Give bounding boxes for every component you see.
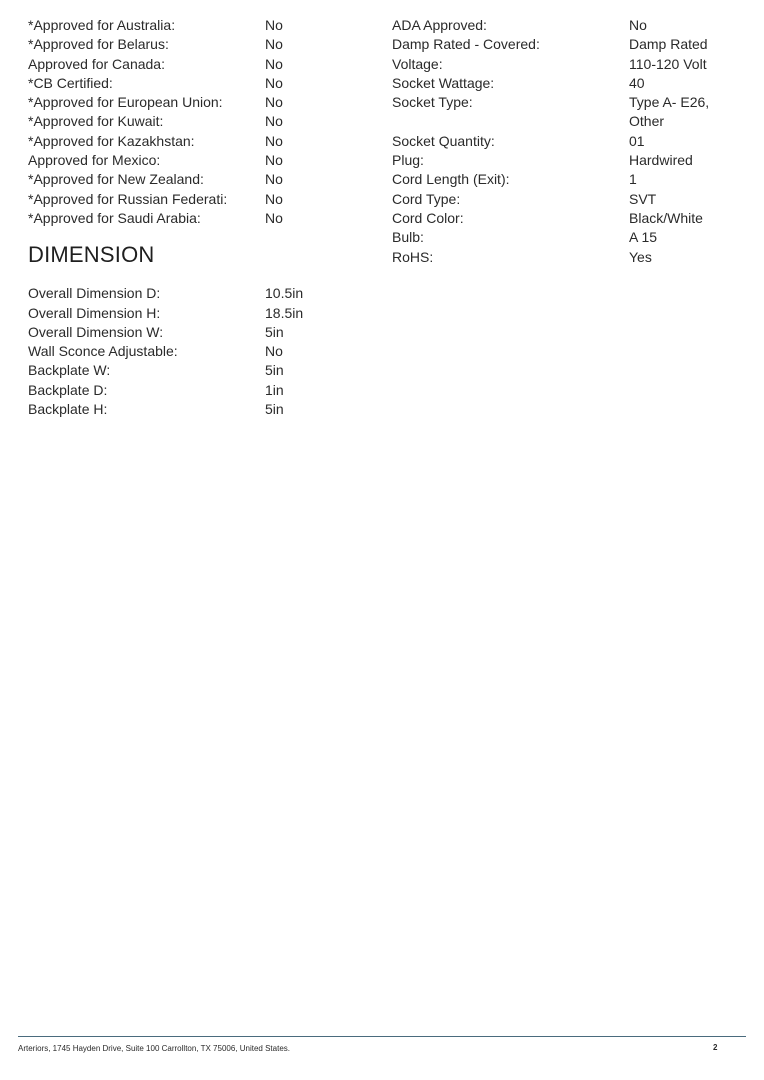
spec-label: Backplate H:: [28, 401, 108, 418]
spec-row: [392, 16, 752, 35]
spec-label: Socket Wattage:: [392, 74, 495, 91]
spec-value: 5in: [265, 323, 284, 340]
spec-label: *Approved for Russian Federati:: [28, 190, 228, 207]
spec-label: Overall Dimension H:: [28, 304, 161, 321]
spec-value: No: [265, 55, 283, 72]
spec-value: Damp Rated: [629, 36, 708, 53]
spec-row: [392, 190, 752, 209]
spec-value: No: [265, 152, 283, 169]
spec-row: [28, 381, 358, 400]
spec-row: [28, 304, 358, 323]
spec-value: No: [265, 132, 283, 149]
spec-label: Cord Color:: [392, 209, 464, 226]
spec-row: [28, 170, 358, 189]
spec-row: [28, 190, 358, 209]
spec-value: 1: [629, 171, 637, 188]
dimension-list: [28, 284, 358, 419]
spec-value: No: [265, 36, 283, 53]
spec-value: No: [265, 17, 283, 33]
spec-label: Approved for Mexico:: [28, 152, 161, 169]
spec-value: 10.5in: [265, 285, 304, 302]
footer-divider: [18, 1036, 746, 1037]
spec-value: Yes: [629, 248, 652, 265]
spec-value: SVT: [629, 190, 657, 207]
spec-label: Bulb:: [392, 229, 424, 246]
spec-label: RoHS:: [392, 248, 434, 265]
spec-row: [28, 151, 358, 170]
spec-row: [28, 342, 358, 361]
spec-label: Backplate W:: [28, 362, 111, 379]
spec-label: Wall Sconce Adjustable:: [28, 343, 178, 360]
spec-label: Backplate D:: [28, 381, 108, 398]
spec-value: No: [265, 74, 283, 91]
spec-label: *CB Certified:: [28, 74, 113, 91]
spec-value: 18.5in: [265, 304, 304, 321]
page-number: 2: [713, 1043, 718, 1052]
spec-value: No: [265, 113, 283, 130]
spec-value: 110-120 Volt: [629, 55, 707, 72]
spec-row: [28, 132, 358, 151]
dimension-heading: DIMENSION: [28, 242, 155, 268]
spec-row: [392, 170, 752, 189]
spec-row: [28, 209, 358, 228]
spec-row: [28, 55, 358, 74]
spec-label: *Approved for Kuwait:: [28, 113, 164, 130]
spec-row: [28, 93, 358, 112]
spec-row: [392, 55, 752, 74]
spec-row: [28, 16, 358, 35]
spec-value: Hardwired: [629, 152, 693, 169]
spec-label: Plug:: [392, 152, 424, 169]
spec-value: No: [265, 171, 283, 188]
spec-row: [392, 248, 752, 267]
left-column: [28, 16, 358, 419]
spec-row: [392, 74, 752, 93]
spec-label: Overall Dimension D:: [28, 285, 161, 302]
spec-label: Cord Type:: [392, 190, 461, 207]
spec-row: [28, 361, 358, 380]
spec-value: 01: [629, 132, 645, 149]
spec-value: 5in: [265, 362, 284, 379]
spec-label: Approved for Canada:: [28, 55, 165, 72]
spec-label: *Approved for Saudi Arabia:: [28, 209, 201, 226]
right-column: [392, 16, 752, 267]
spec-row: [28, 74, 358, 93]
spec-label: Socket Type:: [392, 94, 473, 111]
spec-label: Cord Length (Exit):: [392, 171, 510, 188]
spec-value: No: [265, 94, 283, 111]
spec-row: [28, 35, 358, 54]
spec-label: *Approved for European Union:: [28, 94, 223, 111]
spec-label: Voltage:: [392, 55, 443, 72]
spec-label: ADA Approved:: [392, 17, 487, 33]
spec-label: *Approved for Australia:: [28, 17, 176, 33]
spec-row: [28, 323, 358, 342]
spec-value: No: [265, 343, 283, 360]
spec-label: Damp Rated - Covered:: [392, 36, 540, 53]
spec-value: Black/White: [629, 209, 703, 226]
spec-value: No: [265, 209, 283, 226]
spec-value: A 15: [629, 229, 658, 246]
spec-label: Overall Dimension W:: [28, 323, 164, 340]
spec-value: 40: [629, 74, 645, 91]
spec-row: [392, 228, 752, 247]
spec-row: [28, 400, 358, 419]
spec-label: Socket Quantity:: [392, 132, 495, 149]
spec-value: Type A- E26, Other: [629, 94, 710, 130]
spec-value: 1in: [265, 381, 284, 398]
approvals-list: [28, 16, 358, 228]
spec-row: [28, 284, 358, 303]
spec-row: [392, 209, 752, 228]
spec-row: [28, 112, 358, 131]
spec-row: [392, 93, 752, 132]
spec-value: 5in: [265, 401, 284, 418]
spec-row: [392, 35, 752, 54]
footer-address: Arteriors, 1745 Hayden Drive, Suite 100 Carrollton, TX 75006, United States.: [18, 1044, 290, 1053]
spec-value: No: [629, 17, 647, 33]
spec-row: [392, 132, 752, 151]
spec-label: *Approved for New Zealand:: [28, 171, 204, 188]
electrical-list: [392, 16, 752, 267]
spec-label: *Approved for Belarus:: [28, 36, 169, 53]
spec-label: *Approved for Kazakhstan:: [28, 132, 195, 149]
spec-value: No: [265, 190, 283, 207]
spec-row: [392, 151, 752, 170]
